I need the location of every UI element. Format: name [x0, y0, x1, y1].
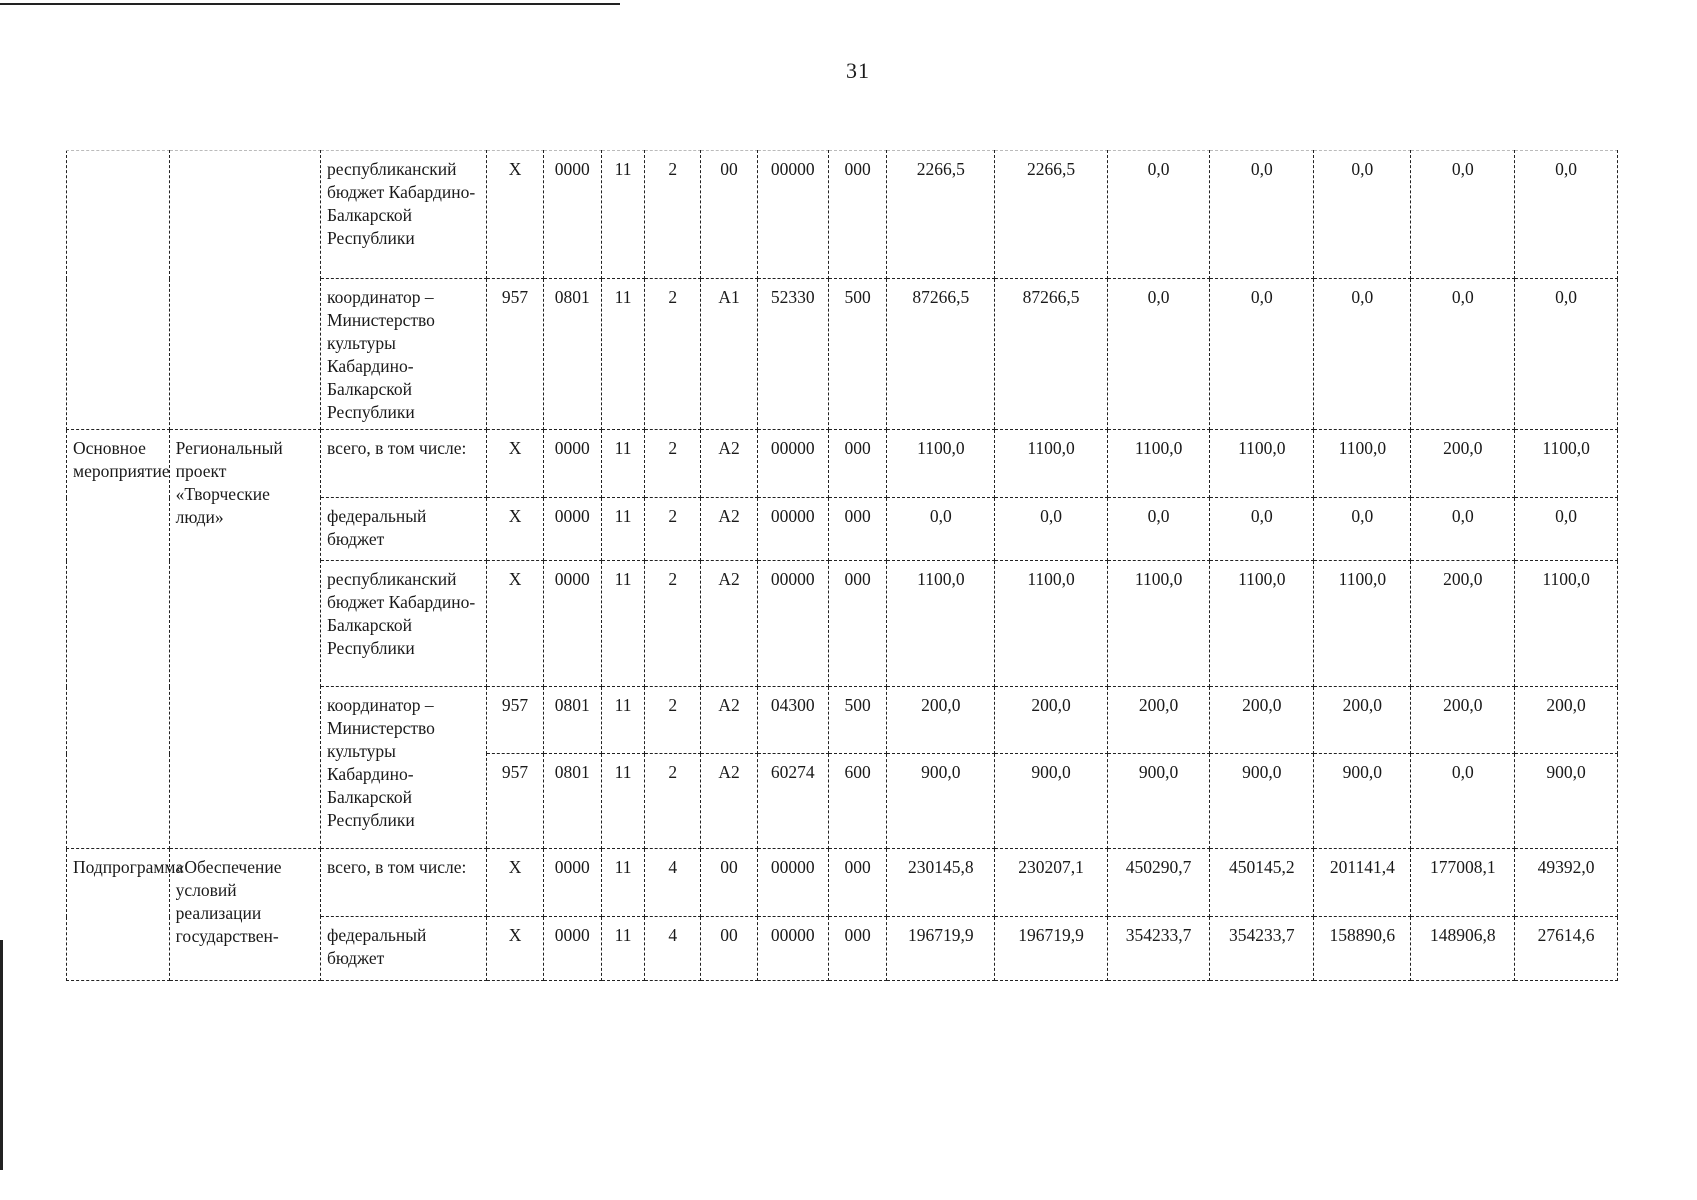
code-cell: 2	[645, 687, 701, 754]
amount-cell: 230145,8	[887, 849, 995, 917]
code-cell: X	[487, 917, 543, 981]
amount-cell: 1100,0	[1210, 430, 1314, 498]
code-cell: 00000	[757, 917, 828, 981]
amount-cell: 200,0	[995, 687, 1107, 754]
code-cell: А2	[701, 754, 757, 849]
amount-cell: 900,0	[1210, 754, 1314, 849]
code-cell: 000	[828, 917, 886, 981]
code-cell: 000	[828, 561, 886, 687]
scan-edge-line	[0, 940, 3, 1170]
code-cell: 0801	[543, 279, 601, 430]
source-cell: республиканский бюджет Кабардино-Балкарской Республики	[320, 151, 486, 279]
amount-cell: 1100,0	[1314, 430, 1411, 498]
table-row	[67, 151, 1618, 279]
amount-cell: 200,0	[1210, 687, 1314, 754]
amount-cell: 87266,5	[887, 279, 995, 430]
code-cell: 00	[701, 151, 757, 279]
source-cell: всего, в том числе:	[320, 849, 486, 917]
amount-cell: 177008,1	[1411, 849, 1515, 917]
code-cell: 11	[601, 279, 644, 430]
amount-cell: 450290,7	[1107, 849, 1210, 917]
code-cell: 0000	[543, 561, 601, 687]
amount-cell: 1100,0	[1314, 561, 1411, 687]
group-status-cell: Основное мероприятие	[67, 430, 170, 849]
code-cell: 00000	[757, 849, 828, 917]
code-cell: 600	[828, 754, 886, 849]
amount-cell: 1100,0	[1210, 561, 1314, 687]
amount-cell: 1100,0	[887, 561, 995, 687]
code-cell: 957	[487, 687, 543, 754]
code-cell: А1	[701, 279, 757, 430]
code-cell: 00	[701, 917, 757, 981]
scan-edge-line	[0, 3, 620, 5]
code-cell: 4	[645, 849, 701, 917]
amount-cell: 87266,5	[995, 279, 1107, 430]
source-cell: координатор – Министерство культуры Кабардино-Балкарской Республики	[320, 687, 486, 849]
code-cell: 2	[645, 754, 701, 849]
code-cell: 0000	[543, 849, 601, 917]
code-cell: 500	[828, 279, 886, 430]
amount-cell: 196719,9	[887, 917, 995, 981]
code-cell: 0000	[543, 430, 601, 498]
code-cell: 0000	[543, 498, 601, 561]
code-cell: 11	[601, 849, 644, 917]
amount-cell: 200,0	[1411, 561, 1515, 687]
amount-cell: 1100,0	[995, 430, 1107, 498]
amount-cell: 1100,0	[1107, 561, 1210, 687]
code-cell: 957	[487, 754, 543, 849]
amount-cell: 201141,4	[1314, 849, 1411, 917]
code-cell: 2	[645, 430, 701, 498]
amount-cell: 200,0	[1411, 430, 1515, 498]
code-cell: 00000	[757, 561, 828, 687]
amount-cell: 0,0	[1107, 498, 1210, 561]
code-cell: 11	[601, 498, 644, 561]
amount-cell: 0,0	[1107, 279, 1210, 430]
code-cell: X	[487, 561, 543, 687]
source-cell: координатор – Министерство культуры Кабардино-Балкарской Республики	[320, 279, 486, 430]
amount-cell: 1100,0	[1515, 430, 1618, 498]
amount-cell: 354233,7	[1107, 917, 1210, 981]
source-cell: федеральный бюджет	[320, 498, 486, 561]
amount-cell: 2266,5	[887, 151, 995, 279]
amount-cell: 158890,6	[1314, 917, 1411, 981]
budget-table	[66, 150, 1618, 981]
amount-cell: 1100,0	[1107, 430, 1210, 498]
code-cell: А2	[701, 498, 757, 561]
group-name-cell: «Обеспечение условий реализации государствен-	[169, 849, 320, 981]
amount-cell: 0,0	[1411, 498, 1515, 561]
code-cell: 0000	[543, 917, 601, 981]
code-cell: 957	[487, 279, 543, 430]
code-cell: 2	[645, 279, 701, 430]
amount-cell: 0,0	[995, 498, 1107, 561]
code-cell: 11	[601, 430, 644, 498]
code-cell: 000	[828, 430, 886, 498]
amount-cell: 900,0	[887, 754, 995, 849]
amount-cell: 49392,0	[1515, 849, 1618, 917]
code-cell: 00	[701, 849, 757, 917]
amount-cell: 450145,2	[1210, 849, 1314, 917]
amount-cell: 0,0	[1314, 498, 1411, 561]
amount-cell: 0,0	[887, 498, 995, 561]
name-cell	[169, 151, 320, 430]
code-cell: 0000	[543, 151, 601, 279]
amount-cell: 0,0	[1515, 498, 1618, 561]
code-cell: 500	[828, 687, 886, 754]
code-cell: 000	[828, 498, 886, 561]
code-cell: 00000	[757, 151, 828, 279]
amount-cell: 0,0	[1515, 151, 1618, 279]
code-cell: 0801	[543, 687, 601, 754]
code-cell: 11	[601, 561, 644, 687]
code-cell: X	[487, 498, 543, 561]
amount-cell: 0,0	[1314, 151, 1411, 279]
table-row	[67, 849, 1618, 917]
source-cell: республиканский бюджет Кабардино-Балкарской Республики	[320, 561, 486, 687]
amount-cell: 200,0	[1515, 687, 1618, 754]
amount-cell: 0,0	[1515, 279, 1618, 430]
group-status-cell: Подпрограмма	[67, 849, 170, 981]
amount-cell: 0,0	[1210, 151, 1314, 279]
code-cell: X	[487, 151, 543, 279]
code-cell: 52330	[757, 279, 828, 430]
code-cell: 2	[645, 561, 701, 687]
code-cell: 2	[645, 498, 701, 561]
code-cell: 11	[601, 687, 644, 754]
group-name-cell: Региональный проект «Творческие люди»	[169, 430, 320, 849]
amount-cell: 0,0	[1411, 279, 1515, 430]
amount-cell: 354233,7	[1210, 917, 1314, 981]
code-cell: 11	[601, 754, 644, 849]
table-row	[67, 430, 1618, 498]
amount-cell: 900,0	[1515, 754, 1618, 849]
amount-cell: 1100,0	[995, 561, 1107, 687]
code-cell: 11	[601, 151, 644, 279]
amount-cell: 200,0	[1411, 687, 1515, 754]
code-cell: 2	[645, 151, 701, 279]
amount-cell: 0,0	[1107, 151, 1210, 279]
code-cell: 000	[828, 151, 886, 279]
code-cell: 4	[645, 917, 701, 981]
code-cell: X	[487, 430, 543, 498]
amount-cell: 1100,0	[887, 430, 995, 498]
amount-cell: 200,0	[1314, 687, 1411, 754]
amount-cell: 900,0	[1314, 754, 1411, 849]
amount-cell: 2266,5	[995, 151, 1107, 279]
amount-cell: 0,0	[1210, 279, 1314, 430]
code-cell: 000	[828, 849, 886, 917]
amount-cell: 27614,6	[1515, 917, 1618, 981]
code-cell: 11	[601, 917, 644, 981]
amount-cell: 148906,8	[1411, 917, 1515, 981]
amount-cell: 0,0	[1314, 279, 1411, 430]
amount-cell: 1100,0	[1515, 561, 1618, 687]
source-cell: федеральный бюджет	[320, 917, 486, 981]
code-cell: 60274	[757, 754, 828, 849]
amount-cell: 0,0	[1210, 498, 1314, 561]
status-cell	[67, 151, 170, 430]
amount-cell: 900,0	[995, 754, 1107, 849]
amount-cell: 0,0	[1411, 151, 1515, 279]
amount-cell: 200,0	[887, 687, 995, 754]
amount-cell: 200,0	[1107, 687, 1210, 754]
code-cell: 0801	[543, 754, 601, 849]
amount-cell: 196719,9	[995, 917, 1107, 981]
amount-cell: 230207,1	[995, 849, 1107, 917]
page-number: 31	[846, 58, 870, 83]
code-cell: А2	[701, 430, 757, 498]
amount-cell: 900,0	[1107, 754, 1210, 849]
amount-cell: 0,0	[1411, 754, 1515, 849]
code-cell: А2	[701, 687, 757, 754]
code-cell: X	[487, 849, 543, 917]
code-cell: 00000	[757, 498, 828, 561]
code-cell: 04300	[757, 687, 828, 754]
code-cell: 00000	[757, 430, 828, 498]
source-cell: всего, в том числе:	[320, 430, 486, 498]
code-cell: А2	[701, 561, 757, 687]
